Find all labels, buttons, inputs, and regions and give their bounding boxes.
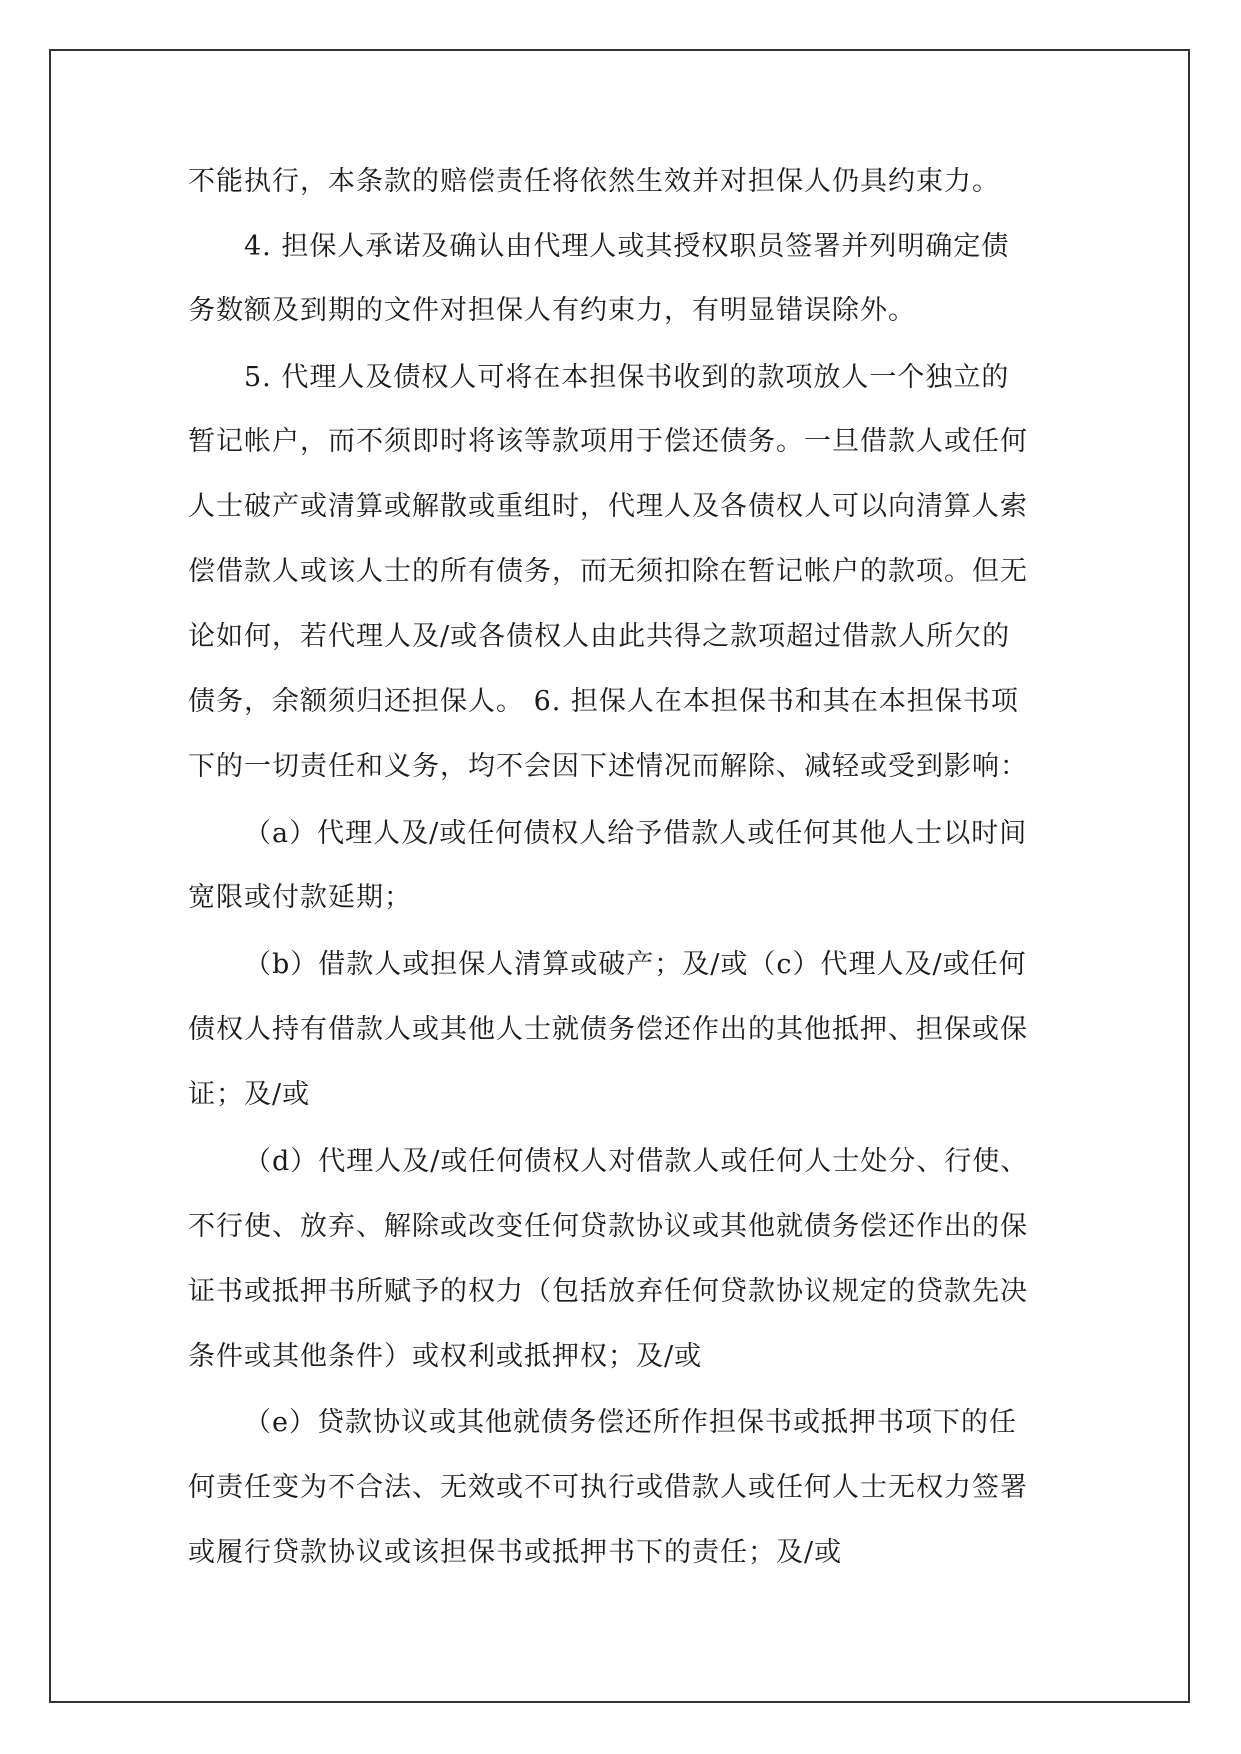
paragraph-5-line: 5. 代理人及债权人可将在本担保书收到的款项放人一个独立的 — [244, 362, 1010, 393]
paragraph-4-line: 4. 担保人承诺及确认由代理人或其授权职员签署并列明确定债 — [244, 231, 1010, 262]
text-line: 下的一切责任和义务，均不会因下述情况而解除、减轻或受到影响： — [188, 751, 1028, 782]
text-line: 债务，余额须归还担保人。 6. 担保人在本担保书和其在本担保书项 — [188, 686, 1019, 717]
text-line: 或履行贷款协议或该担保书或抵押书下的责任；及/或 — [188, 1537, 843, 1568]
text-line: 条件或其他条件）或权利或抵押权；及/或 — [188, 1341, 703, 1372]
text-line: 偿借款人或该人士的所有债务，而无须扣除在暂记帐户的款项。但无 — [188, 556, 1028, 587]
text-line: 宽限或付款延期； — [188, 882, 412, 913]
text-line: 债权人持有借款人或其他人士就债务偿还作出的其他抵押、担保或保 — [188, 1014, 1028, 1045]
text-line: 不行使、放弃、解除或改变任何贷款协议或其他就债务偿还作出的保 — [188, 1211, 1028, 1242]
text-line: 暂记帐户，而不须即时将该等款项用于偿还债务。一旦借款人或任何 — [188, 426, 1028, 457]
item-d-line: （d）代理人及/或任何债权人对借款人或任何人士处分、行使、 — [244, 1146, 1029, 1177]
text-line: 人士破产或清算或解散或重组时，代理人及各债权人可以向清算人索 — [188, 491, 1028, 522]
item-b-line: （b）借款人或担保人清算或破产；及/或（c）代理人及/或任何 — [244, 949, 1027, 980]
text-line: 论如何，若代理人及/或各债权人由此共得之款项超过借款人所欠的 — [188, 621, 1011, 652]
text-line: 何责任变为不合法、无效或不可执行或借款人或任何人士无权力签署 — [188, 1472, 1028, 1503]
text-line: 证；及/或 — [188, 1079, 311, 1110]
item-a-line: （a）代理人及/或任何债权人给予借款人或任何其他人士以时间 — [244, 818, 1028, 849]
text-line: 证书或抵押书所赋予的权力（包括放弃任何贷款协议规定的贷款先决 — [188, 1276, 1028, 1307]
text-line: 不能执行，本条款的赔偿责任将依然生效并对担保人仍具约束力。 — [188, 166, 1000, 197]
item-e-line: （e）贷款协议或其他就债务偿还所作担保书或抵押书项下的任 — [244, 1407, 1017, 1438]
text-line: 务数额及到期的文件对担保人有约束力，有明显错误除外。 — [188, 295, 916, 326]
